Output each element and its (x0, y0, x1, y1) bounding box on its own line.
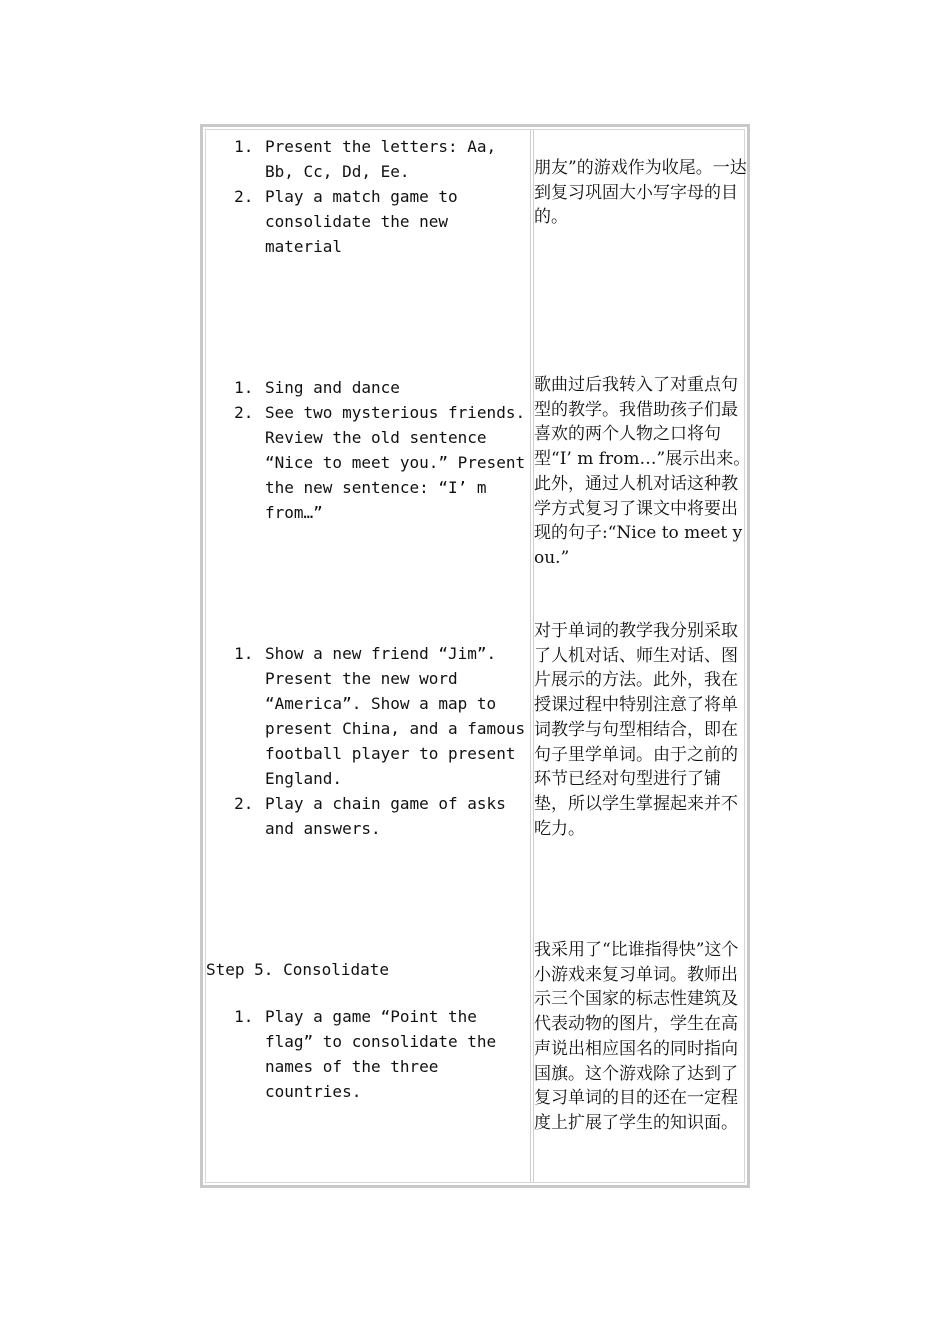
row-2-list (206, 375, 526, 525)
list-item: 2. See two mysterious friends. Review the old sentence “Nice to meet you.” Present the new sentence: “I’ m from…” (263, 400, 526, 525)
lesson-table (200, 124, 750, 1188)
row-4-activities (206, 957, 526, 1104)
list-item: 2. Play a chain game of asks and answers. (263, 791, 526, 841)
row-1-reflection: 朋友”的游戏作为收尾。一达到复习巩固大小写字母的目的。 (534, 158, 747, 228)
row-1-activities (206, 134, 526, 259)
row-3-reflection: 对于单词的教学我分别采取了人机对话、师生对话、图片展示的方法。此外，我在授课过程中特别注意了将单词教学与句型相结合，即在句子里学单词。由于之前的环节已经对句型进行了铺垫，所以学生掌握起来并不吃力。 (534, 621, 738, 839)
list-item: 1. Show a new friend “Jim”. Present the new word “America”. Show a map to present China, and a famous football player to present England. (263, 641, 526, 791)
table-inner-border (205, 129, 751, 1183)
row-4-list (206, 1004, 526, 1104)
list-item: 1. Sing and dance (263, 375, 526, 400)
step-heading: Step 5. Consolidate (206, 960, 390, 979)
row-4-reflection: 我采用了“比谁指得快”这个小游戏来复习单词。教师出示三个国家的标志性建筑及代表动物的图片，学生在高声说出相应国名的同时指向国旗。这个游戏除了达到了复习单词的目的还在一定程度上扩展了学生的知识面。 (534, 940, 739, 1133)
list-item: 2. Play a match game to consolidate the new material (263, 184, 526, 259)
list-item: 1. Play a game “Point the flag” to consolidate the names of the three countries. (263, 1004, 526, 1104)
list-item: 1. Present the letters: Aa, Bb, Cc, Dd, Ee. (263, 134, 526, 184)
row-3-activities (206, 641, 526, 841)
row-2-reflection: 歌曲过后我转入了对重点句型的教学。我借助孩子们最喜欢的两个人物之口将句型“I’ m from…”展示出来。此外，通过人机对话这种教学方式复习了课文中将要出现的句子:“Nice to meet you.” (534, 375, 751, 568)
row-3-list (206, 641, 526, 841)
row-2-activities (206, 375, 526, 525)
row-1-list (206, 134, 526, 259)
